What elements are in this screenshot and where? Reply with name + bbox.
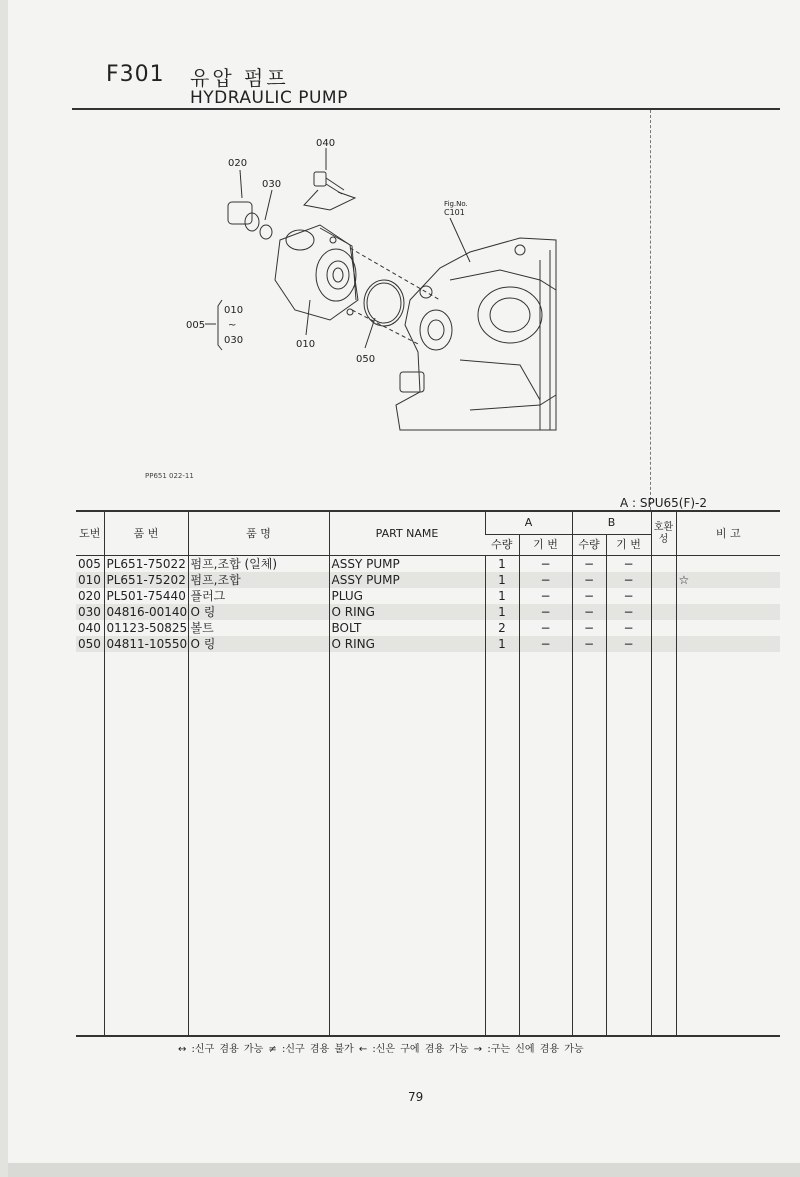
plug-020-drawing [228,202,259,231]
header-b-qty: 수량 [572,535,606,556]
o-ring-050-drawing [364,280,404,326]
cell-a-quantity: 2 [485,620,519,636]
cell-part-name-korean: O 링 [188,604,329,620]
cell-remark [676,588,780,604]
column-dashed-divider [650,110,651,510]
header-a-base: 기 번 [519,535,572,556]
cell-a-quantity: 1 [485,588,519,604]
cell-part-name-english: O RING [329,604,485,620]
table-row [76,620,780,636]
empty-cell [519,652,572,1036]
cell-b-quantity: − [572,620,606,636]
cell-part-number: 01123-50825 [104,620,188,636]
cell-b-base: − [606,572,651,588]
table-row [76,636,780,652]
table-row [76,604,780,620]
cell-b-quantity: − [572,604,606,620]
cell-b-base: − [606,636,651,652]
cell-a-base: − [519,572,572,588]
cell-remark [676,604,780,620]
leader-030 [265,190,272,220]
empty-cell [651,652,676,1036]
cell-a-base: − [519,556,572,573]
header-a-qty: 수량 [485,535,519,556]
callout-010: 010 [296,339,316,350]
scan-bottom-strip [8,1163,800,1177]
empty-cell [188,652,329,1036]
table-row [76,588,780,604]
cell-a-quantity: 1 [485,556,519,573]
header-group-b: B [572,511,651,535]
pump-010-drawing [275,225,358,320]
leader-020 [240,170,242,198]
header-interchange: 호환성 [651,511,676,556]
cell-part-name-korean: 플러그 [188,588,329,604]
cell-interchange [651,604,676,620]
cell-interchange [651,588,676,604]
cell-b-quantity: − [572,556,606,573]
model-note: A : SPU65(F)-2 [620,496,708,510]
cell-part-no-index: 010 [76,572,104,588]
cell-interchange [651,620,676,636]
cell-part-number: PL651-75202 [104,572,188,588]
empty-cell [572,652,606,1036]
illustration-code: PP651 022-11 [145,472,194,480]
cell-b-base: − [606,588,651,604]
callout-050: 050 [356,354,376,365]
compatibility-legend: ↔ :신구 겸용 가능 ≠ :신구 겸용 불가 ← :신은 구에 겸용 가능 → :구는 신에 겸용 가능 [178,1044,584,1055]
cell-part-name-english: O RING [329,636,485,652]
o-ring-030-drawing [260,225,272,239]
leader-010 [306,300,310,335]
empty-cell [606,652,651,1036]
header-name-ko: 품 명 [188,511,329,556]
callout-010-top: 010 [224,305,244,316]
page-title-korean: 유압 펌프 [190,66,289,90]
table-empty-area [76,652,780,1036]
header-group-a: A [485,511,572,535]
callout-030-bottom: 030 [224,335,244,346]
cell-a-quantity: 1 [485,572,519,588]
empty-cell [104,652,188,1036]
parts-table [76,510,780,1037]
exploded-view-illustration [180,125,580,445]
callout-fig-no: Fig.No. [444,200,468,208]
cell-part-no-index: 005 [78,557,101,571]
table-row [76,556,780,573]
cell-part-no-index: 040 [78,621,101,635]
empty-cell [76,652,104,1036]
empty-cell [676,652,780,1036]
cell-interchange [651,556,676,573]
callout-005: 005 [186,320,206,331]
bolt-040-drawing [304,172,355,210]
cell-a-base: − [519,588,572,604]
cell-part-name-english: PLUG [329,588,485,604]
brace-005 [218,300,222,350]
header-no: 도번 [76,511,104,556]
parts-table-body [76,556,780,1037]
cell-a-base: − [519,620,572,636]
cell-interchange [651,572,676,588]
cell-b-base: − [606,604,651,620]
cell-b-base: − [606,556,651,573]
cell-part-name-english: BOLT [329,620,485,636]
cell-part-no-index: 030 [76,604,104,620]
cell-part-no-index: 050 [76,636,104,652]
cell-part-name-korean: 펌프,조합 [188,572,329,588]
cell-b-quantity: − [572,588,606,604]
cell-a-base: − [519,636,572,652]
cell-a-quantity: 1 [485,604,519,620]
cell-remark [676,620,780,636]
cell-part-number: 04811-10550 [104,636,188,652]
cell-part-name-english: ASSY PUMP [329,572,485,588]
callout-fig-code: C101 [444,208,465,217]
header-part-name: PART NAME [329,511,485,556]
header-rule [72,108,780,110]
cell-b-quantity: − [572,636,606,652]
cell-interchange [651,636,676,652]
table-row [76,572,780,588]
header-remarks: 비 고 [676,511,780,556]
page-number: 79 [408,1090,424,1104]
housing-c101-drawing [396,238,556,430]
cell-b-base: − [606,620,651,636]
cell-b-quantity: − [572,572,606,588]
page-edge [0,0,8,1177]
empty-cell [329,652,485,1036]
cell-remark [676,636,780,652]
cell-a-base: − [519,604,572,620]
empty-cell [485,652,519,1036]
callout-040: 040 [316,138,336,149]
callout-030: 030 [262,179,282,190]
cell-remark [676,556,780,573]
cell-a-quantity: 1 [485,636,519,652]
cell-remark: ☆ [676,572,780,588]
cell-part-name-english: ASSY PUMP [329,556,485,573]
cell-part-number: 04816-00140 [104,604,188,620]
callout-020: 020 [228,158,248,169]
section-code: F301 [106,62,165,87]
leader-fig [450,218,470,262]
page-title-english: HYDRAULIC PUMP [190,88,348,108]
cell-part-name-korean: O 링 [188,636,329,652]
cell-part-name-korean: 펌프,조합 (일체) [188,556,329,573]
cell-part-number: PL501-75440 [104,588,188,604]
header-part-no: 품 번 [104,511,188,556]
cell-part-no-index: 020 [78,589,101,603]
header-b-base: 기 번 [606,535,651,556]
cell-part-name-korean: 볼트 [188,620,329,636]
cell-part-number: PL651-75022 [104,556,188,573]
callout-tilde: ~ [228,320,237,331]
